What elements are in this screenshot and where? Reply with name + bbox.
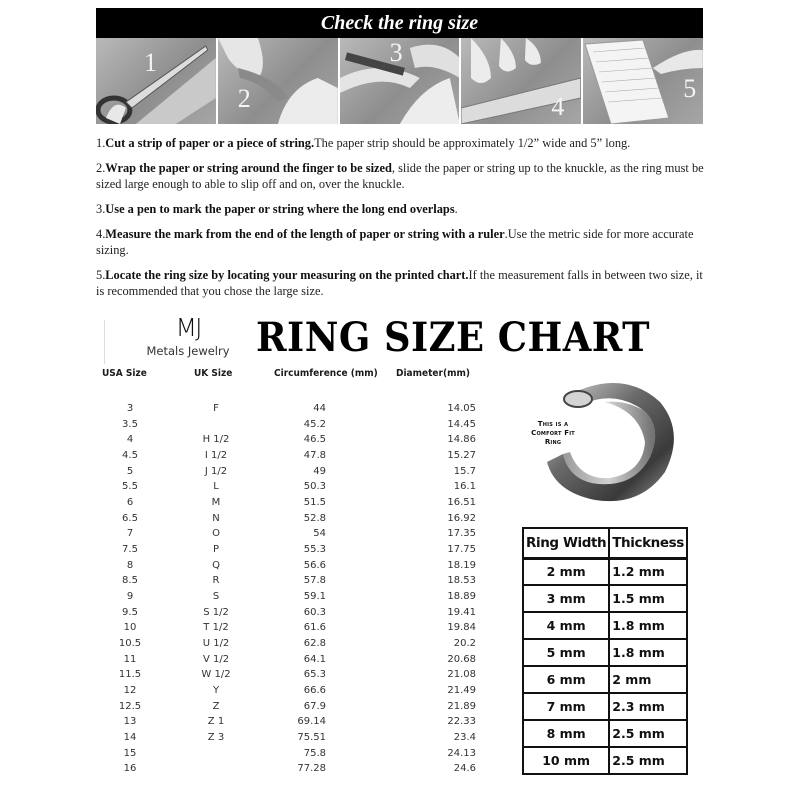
step-number: 3 (389, 38, 403, 67)
ring-width-cell: 10 mm (523, 747, 609, 774)
step-number: 5 (683, 74, 697, 103)
chart-title: RING SIZE CHART (256, 314, 651, 361)
diameter-cell: 22.33 (447, 716, 476, 728)
table-row (96, 573, 506, 589)
diameter-cell: 16.51 (447, 497, 476, 509)
usa-size-cell: 5 (126, 465, 134, 477)
table-row (96, 417, 506, 433)
uk-size-cell: U 1/2 (202, 638, 230, 650)
uk-size-cell: S 1/2 (203, 606, 229, 618)
ring-width-cell: 7 mm (523, 693, 609, 720)
circumference-cell: 77.28 (297, 763, 326, 775)
table-row (96, 730, 506, 746)
logo-mark: MJ (175, 313, 201, 342)
photo-step-1 (96, 38, 216, 124)
table-row (96, 558, 506, 574)
usa-size-cell: 6.5 (122, 512, 138, 524)
circumference-cell: 46.5 (303, 434, 326, 446)
circumference-cell: 67.9 (303, 700, 326, 712)
uk-size-cell: J 1/2 (204, 465, 228, 477)
diameter-cell: 15.7 (453, 465, 476, 477)
circumference-cell: 59.1 (303, 591, 326, 603)
table-row (96, 699, 506, 715)
table-row (523, 693, 687, 720)
diameter-cell: 16.92 (447, 512, 476, 524)
thickness-cell: 1.8 mm (609, 612, 687, 639)
usa-size-cell: 3.5 (122, 418, 138, 430)
instruction-step: 5.Locate the ring size by locating your measuring on the printed chart.If the measurement falls in between two size, it is recommended that you chose the large size. (96, 268, 703, 298)
banner-title: Check the ring size (96, 8, 703, 38)
circumference-cell: 51.5 (303, 497, 326, 509)
circumference-cell: 69.14 (297, 716, 326, 728)
circumference-cell: 52.8 (303, 512, 326, 524)
thickness-cell: 1.5 mm (609, 585, 687, 612)
uk-size-cell: V 1/2 (202, 653, 230, 665)
diameter-cell: 14.45 (447, 418, 476, 430)
instruction-step: 4.Measure the mark from the end of the length of paper or string with a ruler.Use the metric side for more accurate sizing. (96, 227, 694, 257)
diameter-cell: 14.05 (447, 403, 476, 414)
header-ring-width: Ring Width (523, 528, 609, 558)
diameter-cell: 17.75 (447, 544, 476, 556)
uk-size-cell: L (213, 481, 219, 493)
uk-size-cell: Z 1 (207, 716, 225, 728)
table-row (96, 636, 506, 652)
thickness-cell: 2.5 mm (609, 747, 687, 774)
ring-caption: This is a Comfort Fit Ring (531, 420, 575, 446)
table-row (96, 714, 506, 730)
usa-size-cell: 14 (123, 732, 137, 744)
circumference-cell: 64.1 (303, 653, 326, 665)
step-number: 2 (237, 84, 251, 113)
usa-size-cell: 8 (126, 559, 134, 571)
diameter-cell: 23.4 (453, 732, 476, 744)
diameter-cell: 18.19 (447, 559, 476, 571)
uk-size-cell: M (211, 497, 221, 509)
circumference-cell: 50.3 (303, 481, 326, 493)
usa-size-cell: 11 (123, 653, 137, 665)
diameter-cell: 21.08 (447, 669, 476, 681)
table-row (96, 589, 506, 605)
circumference-cell: 47.8 (303, 450, 326, 462)
table-row (96, 479, 506, 495)
divider (104, 320, 105, 364)
photo-step-5 (583, 38, 703, 124)
table-row (96, 746, 506, 762)
uk-size-cell: O (212, 528, 220, 540)
table-header (96, 368, 506, 386)
diameter-cell: 20.2 (453, 638, 476, 650)
circumference-cell: 57.8 (303, 575, 326, 587)
usa-size-cell: 10.5 (118, 638, 142, 650)
instruction-photos (96, 38, 703, 124)
table-row (96, 683, 506, 699)
usa-size-cell: 5.5 (122, 481, 138, 493)
table-row (96, 620, 506, 636)
uk-size-cell: R (212, 575, 220, 587)
step-number: 4 (551, 92, 565, 121)
usa-size-cell: 13 (123, 716, 137, 728)
photo-step-3 (340, 38, 460, 124)
table-row (96, 401, 506, 417)
table-row (96, 761, 506, 777)
thickness-cell: 2.3 mm (609, 693, 687, 720)
instruction-step: 3.Use a pen to mark the paper or string where the long end overlaps. (96, 202, 458, 216)
table-row (523, 558, 687, 585)
uk-size-cell: H 1/2 (202, 434, 230, 446)
table-row (96, 448, 506, 464)
circumference-cell: 66.6 (303, 685, 326, 697)
usa-size-cell: 7 (126, 528, 134, 540)
uk-size-cell: W 1/2 (201, 669, 231, 681)
table-row (523, 639, 687, 666)
ring-width-cell: 4 mm (523, 612, 609, 639)
diameter-cell: 14.86 (447, 434, 476, 446)
uk-size-cell: I 1/2 (204, 450, 228, 462)
diameter-cell: 20.68 (447, 653, 476, 665)
header-uk-size: UK Size (194, 368, 233, 379)
table-row (96, 511, 506, 527)
usa-size-cell: 15 (123, 747, 137, 759)
table-body (523, 558, 687, 774)
usa-size-cell: 4.5 (122, 450, 138, 462)
uk-size-cell: S (212, 591, 220, 603)
circumference-cell: 65.3 (303, 669, 326, 681)
circumference-cell: 61.6 (303, 622, 326, 634)
header-diameter: Diameter(mm) (396, 368, 470, 379)
uk-size-cell: Z (212, 700, 220, 712)
table-row (96, 432, 506, 448)
usa-size-cell: 3 (126, 403, 134, 414)
diameter-cell: 15.27 (447, 450, 476, 462)
table-row (523, 720, 687, 747)
circumference-cell: 55.3 (303, 544, 326, 556)
ring-width-cell: 5 mm (523, 639, 609, 666)
ring-size-table (96, 368, 506, 775)
diameter-cell: 16.1 (453, 481, 476, 493)
table-row (96, 542, 506, 558)
usa-size-cell: 12 (123, 685, 137, 697)
diameter-cell: 17.35 (447, 528, 476, 540)
diameter-cell: 21.49 (447, 685, 476, 697)
table-row (523, 666, 687, 693)
circumference-cell: 45.2 (303, 418, 326, 430)
header-circumference: Circumference (mm) (274, 368, 378, 379)
diameter-cell: 19.84 (447, 622, 476, 634)
thickness-cell: 2 mm (609, 666, 687, 693)
diameter-cell: 18.53 (447, 575, 476, 587)
circumference-cell: 54 (313, 528, 326, 540)
table-row (96, 526, 506, 542)
thickness-cell: 2.5 mm (609, 720, 687, 747)
ring-width-thickness-table (522, 527, 688, 775)
table-row (96, 605, 506, 621)
table-row (96, 495, 506, 511)
table-row (523, 612, 687, 639)
hand-wrap-icon (218, 38, 338, 124)
table-row (96, 464, 506, 480)
circumference-cell: 49 (313, 465, 326, 477)
header-usa-size: USA Size (102, 368, 147, 379)
table-row (96, 667, 506, 683)
circumference-cell: 75.51 (297, 732, 326, 744)
uk-size-cell: F (213, 403, 219, 414)
step-number: 1 (144, 48, 157, 77)
usa-size-cell: 9.5 (122, 606, 138, 618)
circumference-cell: 60.3 (303, 606, 326, 618)
table-body (96, 401, 506, 777)
usa-size-cell: 7.5 (122, 544, 138, 556)
instruction-step: 1.Cut a strip of paper or a piece of string.The paper strip should be approximately 1/2” wide and 5” long. (96, 136, 631, 150)
ring-width-cell: 3 mm (523, 585, 609, 612)
circumference-cell: 56.6 (303, 559, 326, 571)
table-row (523, 585, 687, 612)
diameter-cell: 19.41 (447, 606, 476, 618)
photo-step-2 (218, 38, 338, 124)
circumference-cell: 62.8 (303, 638, 326, 650)
brand-name: Metals Jewelry (146, 344, 230, 358)
uk-size-cell: Y (212, 685, 220, 697)
uk-size-cell: N (212, 512, 220, 524)
ring-width-cell: 8 mm (523, 720, 609, 747)
brand-logo (133, 314, 243, 364)
uk-size-cell: T 1/2 (203, 622, 229, 634)
circumference-cell: 44 (313, 403, 326, 414)
header-thickness: Thickness (609, 528, 687, 558)
instruction-step: 2.Wrap the paper or string around the finger to be sized, slide the paper or string up to the knuckle, as the ring must be sized large enough to able to slip off and on, over the knuckle. (96, 161, 704, 191)
ring-width-cell: 6 mm (523, 666, 609, 693)
usa-size-cell: 4 (126, 434, 134, 446)
diameter-cell: 24.6 (453, 763, 476, 775)
uk-size-cell: Z 3 (207, 732, 225, 744)
diameter-cell: 24.13 (447, 747, 476, 759)
ring-width-cell: 2 mm (523, 558, 609, 585)
usa-size-cell: 6 (126, 497, 134, 509)
usa-size-cell: 9 (126, 591, 134, 603)
usa-size-cell: 12.5 (118, 700, 142, 712)
diameter-cell: 21.89 (447, 700, 476, 712)
thickness-cell: 1.8 mm (609, 639, 687, 666)
uk-size-cell: P (212, 544, 220, 556)
usa-size-cell: 8.5 (122, 575, 138, 587)
photo-step-4 (461, 38, 581, 124)
usa-size-cell: 11.5 (118, 669, 142, 681)
thickness-cell: 1.2 mm (609, 558, 687, 585)
instructions-list (96, 135, 706, 308)
diameter-cell: 18.89 (447, 591, 476, 603)
table-row (523, 747, 687, 774)
circumference-cell: 75.8 (303, 747, 326, 759)
uk-size-cell: Q (212, 559, 220, 571)
table-row (96, 652, 506, 668)
usa-size-cell: 10 (123, 622, 137, 634)
usa-size-cell: 16 (123, 763, 137, 775)
